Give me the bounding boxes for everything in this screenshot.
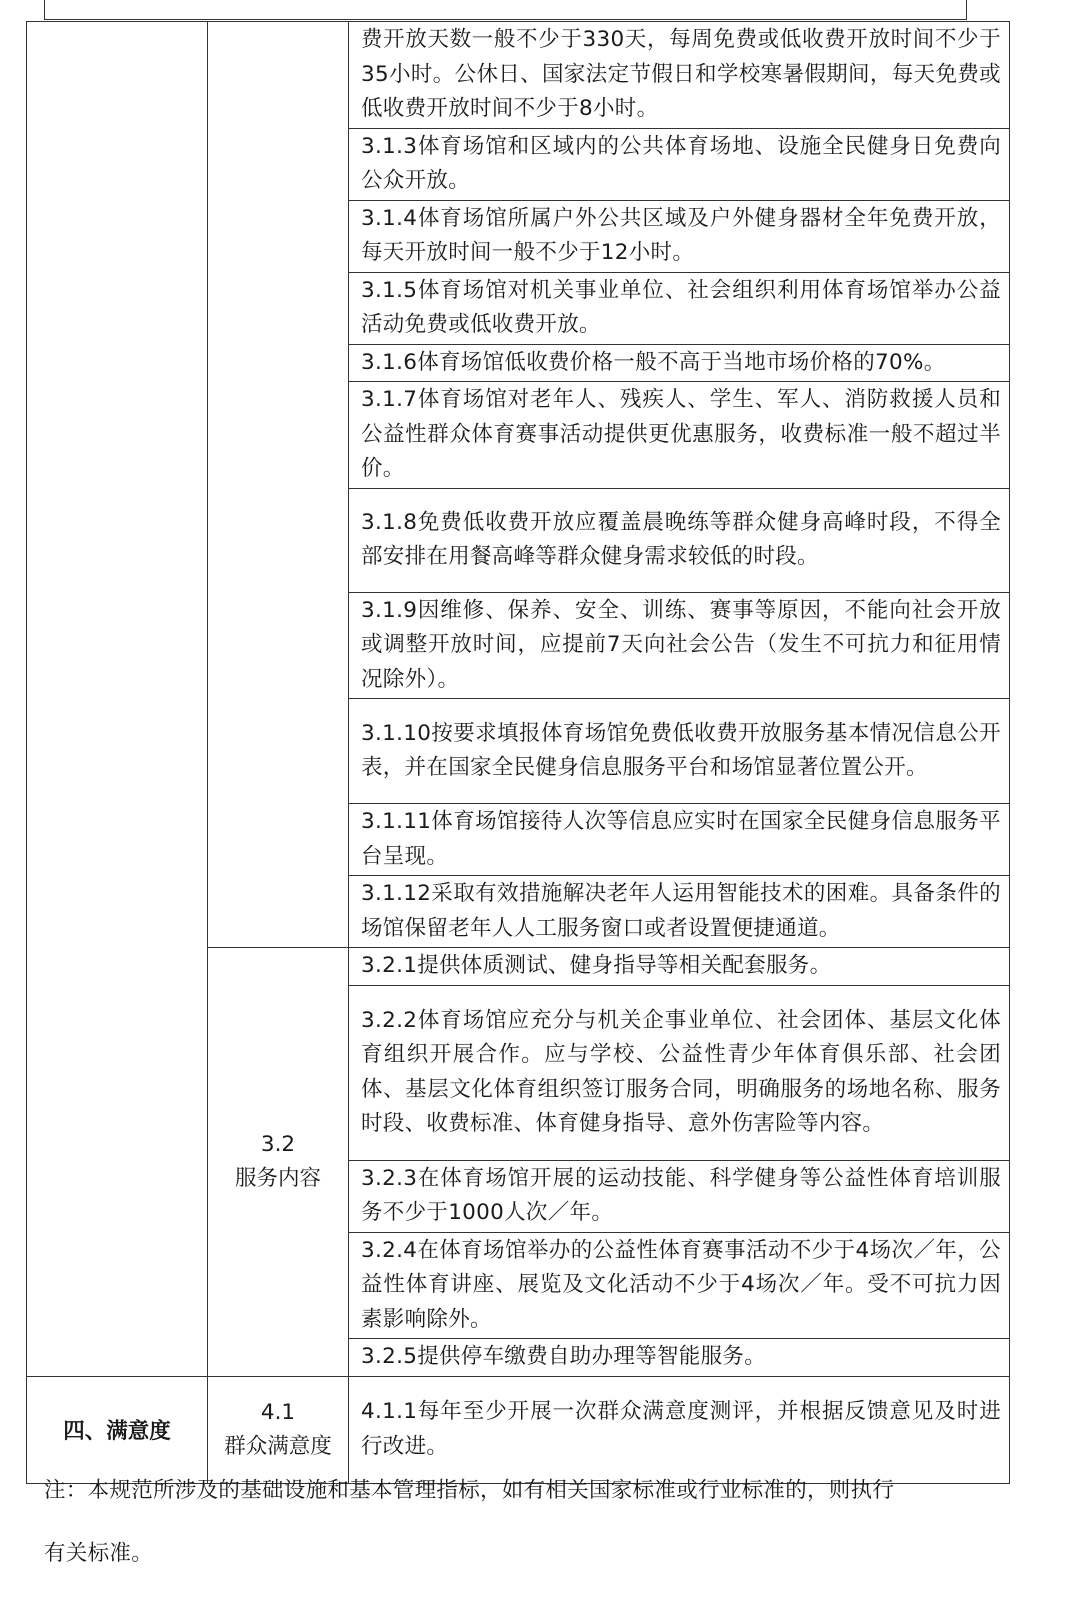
- item-text: 3.2.4在体育场馆举办的公益性体育赛事活动不少于4场次／年，公益性体育讲座、展览及文化活动不少于4场次／年。受不可抗力因素影响除外。: [361, 1237, 1001, 1332]
- top-tick-right: [966, 0, 967, 20]
- item-cell: [349, 22, 1010, 129]
- item-text: 3.1.10按要求填报体育场馆免费低收费开放服务基本情况信息公开表，并在国家全民健身信息服务平台和场馆显著位置公开。: [361, 720, 1001, 780]
- item-cell: [349, 200, 1010, 272]
- subcategory-cell: [208, 948, 349, 1377]
- item-text: 3.2.5提供停车缴费自助办理等智能服务。: [361, 1344, 767, 1369]
- item-cell: [349, 592, 1010, 699]
- item-cell: [349, 804, 1010, 876]
- category-title: 四、满意度: [63, 1419, 171, 1444]
- item-cell: [349, 1160, 1010, 1232]
- top-tick-left: [44, 0, 45, 20]
- subcategory-name: 服务内容: [234, 1165, 321, 1191]
- category-cell-continued: [27, 22, 208, 1377]
- subcategory-cell-continued: [208, 22, 349, 948]
- item-text: 3.1.9因维修、保养、安全、训练、赛事等原因，不能向社会开放或调整开放时间，应提前7天向社会公告（发生不可抗力和征用情况除外）。: [361, 597, 1001, 692]
- subcategory-code: 4.1: [260, 1399, 296, 1425]
- item-text: 3.1.3体育场馆和区域内的公共体育场地、设施全民健身日免费向公众开放。: [361, 133, 1001, 193]
- subcategory-name: 群众满意度: [224, 1433, 332, 1459]
- item-cell: [349, 876, 1010, 948]
- item-cell: [349, 488, 1010, 592]
- item-text: 4.1.1每年至少开展一次群众满意度测评，并根据反馈意见及时进行改进。: [361, 1399, 1001, 1459]
- item-cell: [349, 1376, 1010, 1483]
- item-text: 3.2.2体育场馆应充分与机关企事业单位、社会团体、基层文化体育组织开展合作。应与学校、公益性青少年体育俱乐部、社会团体、基层文化体育组织签订服务合同，明确服务的场地名称、服务时段、收费标准、体育健身指导、意外伤害险等内容。: [361, 1007, 1001, 1136]
- item-text: 3.1.7体育场馆对老年人、残疾人、学生、军人、消防救援人员和公益性群众体育赛事活动提供更优惠服务，收费标准一般不超过半价。: [361, 387, 1001, 481]
- item-text: 3.1.6体育场馆低收费价格一般不高于当地市场价格的70%。: [361, 349, 946, 375]
- item-text: 3.1.8免费低收费开放应覆盖晨晚练等群众健身高峰时段，不得全部安排在用餐高峰等群众健身需求较低的时段。: [361, 509, 1001, 569]
- item-text: 3.1.11体育场馆接待人次等信息应实时在国家全民健身信息服务平台呈现。: [361, 809, 1001, 869]
- item-cell: [349, 272, 1010, 344]
- item-cell: [349, 382, 1010, 489]
- subcategory-code: 3.2: [260, 1131, 296, 1157]
- top-rule: [44, 19, 967, 20]
- footnote-line-2: 有关标准。: [44, 1541, 154, 1566]
- item-cell: [349, 985, 1010, 1160]
- standards-table: [26, 21, 1010, 1484]
- item-cell: [349, 948, 1010, 986]
- item-text: 3.1.5体育场馆对机关事业单位、社会组织利用体育场馆举办公益活动免费或低收费开放。: [361, 277, 1001, 337]
- subcategory-cell: [208, 1376, 349, 1483]
- item-text: 3.2.3在体育场馆开展的运动技能、科学健身等公益性体育培训服务不少于1000人次／年。: [361, 1165, 1001, 1225]
- item-text: 3.1.4体育场馆所属户外公共区域及户外健身器材全年免费开放，每天开放时间一般不少于12小时。: [361, 205, 1001, 265]
- table-row: [27, 22, 1010, 129]
- item-text: 3.1.12采取有效措施解决老年人运用智能技术的困难。具备条件的场馆保留老年人人工服务窗口或者设置便捷通道。: [361, 881, 1001, 941]
- item-text: 3.2.1提供体质测试、健身指导等相关配套服务。: [361, 953, 832, 978]
- category-cell: [27, 1376, 208, 1483]
- item-cell: [349, 344, 1010, 382]
- item-cell: [349, 699, 1010, 804]
- item-text: 费开放天数一般不少于330天，每周免费或低收费开放时间不少于35小时。公休日、国家法定节假日和学校寒暑假期间，每天免费或低收费开放时间不少于8小时。: [361, 27, 1001, 121]
- item-cell: [349, 1339, 1010, 1377]
- footnote-line-1: 注：本规范所涉及的基础设施和基本管理指标，如有相关国家标准或行业标准的，则执行: [44, 1478, 895, 1503]
- table-row: [27, 1376, 1010, 1483]
- item-cell: [349, 1232, 1010, 1339]
- table-top-edge: [0, 0, 1079, 22]
- item-cell: [349, 128, 1010, 200]
